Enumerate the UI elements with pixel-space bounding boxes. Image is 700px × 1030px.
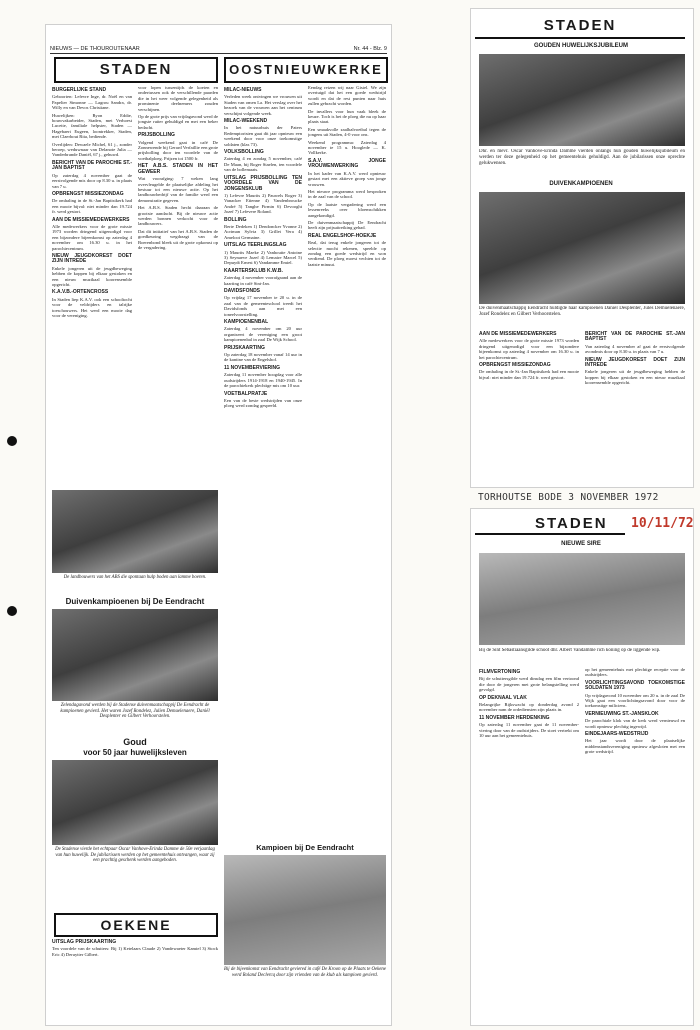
text-prijskaarting: Op zaterdag 18 november vanaf 14 uur in de kantine van de Engelshof. — [224, 352, 302, 363]
caption-landbouwers: De landbouwers van het ABS die spontaan hulp boden aan lamme boeren. — [63, 575, 207, 580]
binder-hole-1 — [7, 436, 17, 446]
text-real-engelshof: Real, dat terug enkele jongeren tot de selectie mocht rekenen, speelde op zondag een goede wedstrijd en won verdiend. De ploeg moest vechten tot de laatste minuut. — [308, 240, 386, 267]
header-right: Nr. 44 - Blz. 9 — [353, 46, 387, 52]
heading-uitslag-prijsbolling: UITSLAG PRIJSBOLLING TEN VOORDELE VAN DE JONGENSKLUB — [224, 174, 302, 192]
banner-staden-right-top: STADEN — [475, 15, 685, 39]
text-geboorten: Geboorten: Lefevre Inge, dr. Noël en van Papelier Simonne — Lagrou Sandra, dr. Willy en van Devos Christiane. — [52, 94, 132, 111]
banner-staden: STADEN — [54, 57, 218, 83]
subhead-duivenkampioenen: DUIVENKAMPIOENEN — [549, 181, 613, 187]
text-caption-nieuwe-sire: Bij de Sint Sebastiaansgilde schoot dhr. Albert Vandamme rich koning op de liggende wip. — [479, 648, 661, 653]
column-oekene — [52, 937, 218, 1017]
column-right-top-right — [585, 329, 685, 481]
heading-opbrengst-right: OPBRENGST MISSIEZONDAG — [479, 362, 551, 369]
heading-oekene-prijskaarting: UITSLAG PRIJSKAARTING — [52, 939, 117, 945]
text-milac-nieuws: Verleden week ontvingen we vrouwen uit Staden van omen La. Het verslag over het bezoek van de vrouwen aan het centrum verschijnt volgende week. — [224, 94, 302, 116]
heading-filmvertoning: FILMVERTONING — [479, 669, 521, 675]
text-missie-right: Alle medewerkers voor de grote missie 1973 worden dringend uitgenodigd voor een bijzondere bijeenkomst op zaterdag 4 november om 16.30 u. in het parochiecentrum. — [479, 338, 579, 360]
heading-eindejaarswedstrijd: EINDEJAARS-WEDSTRIJD — [585, 731, 649, 738]
heading-prijsbolling: PRIJSBOLLING — [138, 132, 175, 139]
banner-oekene: OEKENE — [54, 913, 218, 937]
text-novemberviering: Zaterdag 11 november hoogdag voor alle oudstrijders 1914-1918 en 1940-1945. In de parochiekerk plechtige mis om 10 uur. — [224, 372, 302, 389]
heading-jonge-vrouwen: S.A.V. JONGE VROUWENWERKING — [308, 157, 386, 170]
heading-abs-staden: HET A.B.S. STADEN IN HET GEWEER — [138, 163, 218, 175]
text-huwelijken: Huwelijken: Ryon Eddie, bouwvakarbeider, Staden, met Verhoest Lucette, familiale helpster, Staden — Hagebaert Eugeen, loontrekker, Staden, met Claerbout Rita, bediende. — [52, 112, 132, 140]
handwritten-date-red: 10/11/72 — [631, 516, 694, 531]
text-invallers: De invallers voor hun vaak bleek de keuze. Toch is het de ploeg die nu op haar plaats staat. — [308, 108, 386, 125]
text-jonge-vrouwen-1: In het kader van K.A.V. werd opnieuw gestart met een aktieve groep van jonge vrouwen. — [308, 170, 386, 187]
heading-voorlichtingsavond: VOORLICHTINGSAVOND TOEKOMSTIGE SOLDATEN 1973 — [585, 679, 685, 692]
text-prijsbolling: Volgend weekend gaat in café De Zonnewende bij Gerard Verfaillie een grote prijsbolling door ten voordele van de voetbalploeg. Prijzen tot 1500 fr. — [138, 139, 218, 161]
text-abs-3: Dat dit initiatief van het A.B.S. Staden de goedkeuring wegdraagt van de Boerenbond bleek uit de grote opkomst op de vergadering. — [138, 228, 218, 250]
heading-prijskaarting: PRIJSKAARTING — [224, 344, 265, 351]
heading-missie-right: AAN DE MISSIEMEDEWERKERS — [479, 331, 557, 337]
text-ortencross: In Staden liep K.A.V. ook een schooltocht voor de veldrijders en talrijke toeschouwers. Het werd een mooie dag voor de vereniging. — [52, 296, 132, 319]
subhead-gouden-jubileum: GOUDEN HUWELIJKSJUBILEUM — [533, 43, 628, 49]
title-duivenkampioenen: Duivenkampioenen bij De Eendracht — [65, 597, 205, 606]
caption-gouden-jubileum: De Stadense vierde het echtpaar Oscar Vanhove-Erinda Damme de 50e verjaardag van hun huwelijk. De jubilarissen werden op het gemeentehuis ontvangen, waar zij een prachtig geschenk werden aangeboden. — [55, 847, 215, 864]
text-jonge-vrouwen-3: Op de laatste vergadering werd een lessenreeks over bloemschikken aangekondigd. — [308, 201, 386, 218]
heading-opbrengst: OPBRENGST MISSIEZONDAG — [52, 190, 124, 197]
text-teerlingslag: 1) Maurits Maeke 2) Vanhoutte Antoine 3) Seynaeve Jozef 4) Lemaire Marcel 5) Depuydt Ernest 6) Vandamme Emiel. — [224, 249, 302, 266]
heading-missiemedewerkers: AAN DE MISSIEMEDEWERKERS — [52, 216, 130, 223]
heading-ortencross: K.A.V.B.-ORTENCROSS — [52, 289, 109, 296]
page-header — [50, 45, 387, 54]
heading-milac-nieuws: MILAC-NIEUWS — [224, 87, 262, 93]
header-left: NIEUWS — DE THOUROUTENAAR — [50, 46, 140, 52]
column-oostnieuwkerke-2 — [308, 85, 386, 745]
heading-kaartersklub: KAARTERSKLUB K.W.B. — [224, 267, 283, 274]
column-right-top-left — [479, 329, 579, 481]
heading-burgerlijke-stand: BURGERLIJKE STAND — [52, 87, 107, 93]
subhead-nieuwe-sire: NIEUWE SIRE — [561, 541, 601, 547]
title-goud-sub: voor 50 jaar huwelijksleven — [83, 748, 187, 757]
heading-bolling: BOLLING — [224, 216, 247, 223]
text-herdenking: Op zaterdag 11 november gaat de 11 november-viering door van de oudstrijders. De stoet vertrekt om 10 uur aan het gemeentehuis. — [479, 722, 579, 739]
text-duivenmaatschappij: De duivenmaatschappij De Eendracht heeft zijn prijsuitreiking gehad. — [308, 219, 386, 231]
photo-kampioen-eendracht — [224, 855, 386, 965]
column-right-bottom-left — [479, 667, 579, 1017]
text-st-jansklok: De parochiale klok van de kerk werd vernieuwd en wordt opnieuw plechtig ingewijd. — [585, 718, 685, 729]
photo-duiven-right — [479, 192, 685, 304]
photo-nieuwe-sire — [479, 553, 685, 645]
handwritten-note-middle: TORHOUTSE BODE 3 NOVEMBER 1972 — [478, 492, 659, 503]
heading-jeugdkorest-right: NIEUW JEUGDKOREST DOET ZIJN INTREDE — [585, 356, 685, 369]
heading-teerlingslag: UITSLAG TEERLINGSLAG — [224, 242, 287, 249]
photo-duivenkampioenen — [52, 609, 218, 701]
heading-herdenking: 11 NOVEMBER HERDENKING — [479, 714, 550, 721]
caption-jubileum-right — [479, 149, 685, 179]
text-bericht-parochie: Op zaterdag 4 november gaat de eerstvolgende mis door op 8.30 u. in plaats van 7 u. — [52, 172, 132, 189]
text-opbrengst-right: De omhaling in de St.-Jan Baptistkerk had een mooie bijval: niet minder dan 19.724 fr. werd gestort. — [479, 369, 579, 380]
text-eindejaarswedstrijd: Het jaar wordt door de plaatselijke middenstandsvereniging opnieuw afgesloten met een grote wedstrijd. — [585, 738, 685, 755]
text-missiemedewerkers: Alle medewerkers voor de grote missie 1973 worden dringend uitgenodigd voor een bijzondere bijeenkomst op zaterdag 4 november om 16.30 u. in het parochiecentrum. — [52, 223, 132, 251]
text-volksbolling: Zaterdag 4 en zondag 5 november, café De Maan, bij Roger Staelen, ten voordele van de bollemaats. — [224, 156, 302, 173]
text-ruiter: Op de grote prijs van vrijdagavond werd de jongste ruiter gehuldigd en met een beker bedacht. — [138, 114, 218, 130]
text-davidsfonds: Op vrijdag 17 november te 20 u. in de zaal van de gemeenteschool treedt het Davidsfonds aan met een toneelvoorstelling. — [224, 295, 302, 317]
text-jonge-vrouwen-2: Het nieuwe programma werd besproken in de zaal van de school. — [308, 188, 386, 200]
column-staden-1 — [52, 85, 132, 510]
text-caption-duiven-right: De duivenmaatschappij Eendracht huldigde haar kampioenen Daniël Desplenter, Jules Demuelenaere, Jozef Rondelez en Gilbert Verhoorstelen. — [479, 306, 685, 317]
clipping-right-bottom — [470, 508, 694, 1026]
text-oekene-prijskaarting: Ten voordele van de schutters: Bij 1) Ketelaars Claude 2) Vandewaeter Kamiel 3) Stock Eric 4) Deruytter Gilbert. — [52, 946, 218, 957]
text-jeugdkorest: Enkele jongeren uit de jeugdbeweging hebben de koppen bij elkaar gestoken en een nieuw muzikaal koorensemble opgericht. — [52, 265, 132, 287]
text-deknaal-vlak: Belangrijke Rijkswacht op donderdag avond 2 november nam de ordediensten zijn plaats in. — [479, 702, 579, 713]
newspaper-page-left — [45, 24, 392, 1026]
heading-deknaal-vlak: OP DEKNAAL VLAK — [479, 694, 527, 701]
column-right-bottom-right — [585, 667, 685, 1017]
text-opbrengst: De omhaling in de St.-Jan Baptistkerk had een mooie bijval: niet minder dan 19.724 fr. werd gestort. — [52, 198, 132, 215]
text-gistel: Eendag reizen wij naar Gistel. We zijn overtuigd dat het een goede wedstrijd wordt en dat de rest punten naar huis zullen gebracht worden. — [308, 85, 386, 107]
heading-st-jansklok: VERNIEUWING ST.-JANSKLOK — [585, 710, 659, 717]
text-milac-weekend: In het natuurhuis der Paters Redemptoristen gaat dit jaar opnieuw een weekend door voor onze toekomstige soldaten (klas 73). — [224, 125, 302, 147]
text-overlijden: Overlijden: Dewaele Michel, 61 j., zonder beroep, weduwnaar van Delanote Julia — Vanderbrande Daniël, 67 j., gehuwd. — [52, 141, 132, 158]
text-kampioenenbal: Zaterdag 4 november om 20 uur organiseert de vereniging een groot kampioenenbal in zaal De Wijk School. — [224, 326, 302, 343]
heading-davidsfonds: DAVIDSFONDS — [224, 288, 261, 294]
binder-hole-2 — [7, 606, 17, 616]
text-weekend-programma: Weekend programma: Zaterdag 4 november te 15 u. Hooglede — K. Vollkerke. — [308, 139, 386, 156]
photo-jubileum-right — [479, 54, 685, 146]
column-staden-2 — [138, 85, 218, 510]
caption-duivenkampioenen: Zelendagavond werden bij de Stadense duivenmaatschappij De Eendracht de kampioenen gevierd. Het waren Jozef Rondelez, Julien Demuelenaere, Daniël Desplenter en Gilbert Verhoorstelen. — [60, 703, 210, 720]
banner-oostnieuwkerke: OOSTNIEUWKERKE — [224, 57, 388, 83]
text-uitslag-prijsbolling: 1) Lefevre Maurits 2) Pauwels Roger 3) Vanacker Etienne 4) Vandenbroucke André 5) Tanghe Firmin 6) Devooght Jozef 7) Lefevere Roland. — [224, 192, 302, 215]
text-bolling: Berte Dedeken 1) Dendoncker Yvonne 2) Acriman Sylvia 3) Grillet Vera 4) Ameloot Germaine. — [224, 223, 302, 240]
text-voorlichtingsavond: Op vrijdagavond 10 november om 20 u. in de zaal De Wijk gaat een voorlichtingsavond door voor de toekomstige miliciens. — [585, 692, 685, 709]
photo-landbouwers — [52, 490, 218, 573]
text-voetbalpratje: Een van de beste wedstrijden van onze ploeg werd zondag gespeeld. — [224, 397, 302, 409]
text-kaartersklub: Zaterdag 4 november voorafgaand aan de kaarting in café Sint-Jan. — [224, 275, 302, 286]
heading-volksbolling: VOLKSBOLLING — [224, 149, 264, 156]
caption-kampioen-eendracht: Bij de bijeenkomst van Eendracht geviered in café De Kroon op de Plaats te Oekene werd Roland Declercq door zijn vrienden van de klub als kampioen gevierd. — [224, 967, 386, 978]
clipping-right-top — [470, 8, 694, 488]
text-zaalbal: Een smaakvolle zaalbalvoetbal tegen de jongens uit Staden, 4-0 voor ons. — [308, 126, 386, 138]
heading-real-engelshof: REAL ENGELSHOF-HOEKJE — [308, 232, 377, 239]
text-jeugdkorest-right: Enkele jongeren uit de jeugdbeweging hebben de koppen bij elkaar gestoken en een nieuw muzikaal koorensemble opgericht. — [585, 369, 685, 386]
heading-parochie-right: BERICHT VAN DE PAROCHIE ST.-JAN BAPTIST — [585, 331, 685, 343]
heading-milac-weekend: MILAC-WEEKEND — [224, 118, 268, 125]
text-filmvertoning: Bij de schuttersgilde werd dinsdag een film vertoond die door de jongeren met grote belangstelling werd gevolgd. — [479, 676, 579, 693]
title-goud: Goud — [123, 737, 147, 747]
heading-voetbalpratje: VOETBALPRATJE — [224, 390, 268, 397]
column-oostnieuwkerke-1 — [224, 85, 302, 745]
text-parochie-right: Van zaterdag 4 november af gaat de eerstvolgende avondmis door op 8.30 u. in plaats van 7 u. — [585, 343, 685, 355]
text-abs-2: Het A.B.S. Staden hecht daaraan de grootste aandacht. Bij de nieuwe actie werden bonnen verkocht voor de landbouwers. — [138, 205, 218, 227]
title-kampioen-eendracht: Kampioen bij De Eendracht — [256, 843, 354, 852]
text-caption-jubileum-right: Dhr. en mevr. Oscar Vanhove-Erinda Damme vierden onlangs hun gouden huwelijksjubileum en werden ter deze gelegenheid op het gemeentehuis gehuldigd. Aan de jubilarissen onze oprechte gelukwensen. — [479, 149, 685, 166]
text-receptie: op het gemeentehuis met plechtige receptie voor de oudstrijders. — [585, 667, 685, 678]
heading-jeugdkorest: NIEUW JEUGDKOREST DOET ZIJN INTREDE — [52, 252, 132, 265]
heading-novemberviering: 11 NOVEMBERVIERING — [224, 364, 281, 371]
text-abs-1: Wat voorafging: 7 weken lang overvleugelde de plaatselijke afdeling het bestuur tot een nieuwe actie. Op het landbouwbedrijf van de familie werd een demonstratie gegeven. — [138, 176, 218, 203]
caption-nieuwe-sire — [479, 648, 685, 662]
heading-kampioenenbal: KAMPIOENENBAL — [224, 319, 269, 326]
caption-duiven-right — [479, 306, 685, 326]
photo-gouden-jubileum — [52, 760, 218, 845]
heading-bericht-parochie: BERICHT VAN DE PAROCHIE ST.-JAN BAPTIST — [52, 159, 132, 172]
text-paarden: voor lopen tussentijds de koeien en ondertussen ook de verschillende paarden die in het weer volgende gelegenheid als prominente deelnemers zouden verschijnen. — [138, 85, 218, 112]
banner-staden-right-bottom: STADEN — [475, 513, 625, 535]
